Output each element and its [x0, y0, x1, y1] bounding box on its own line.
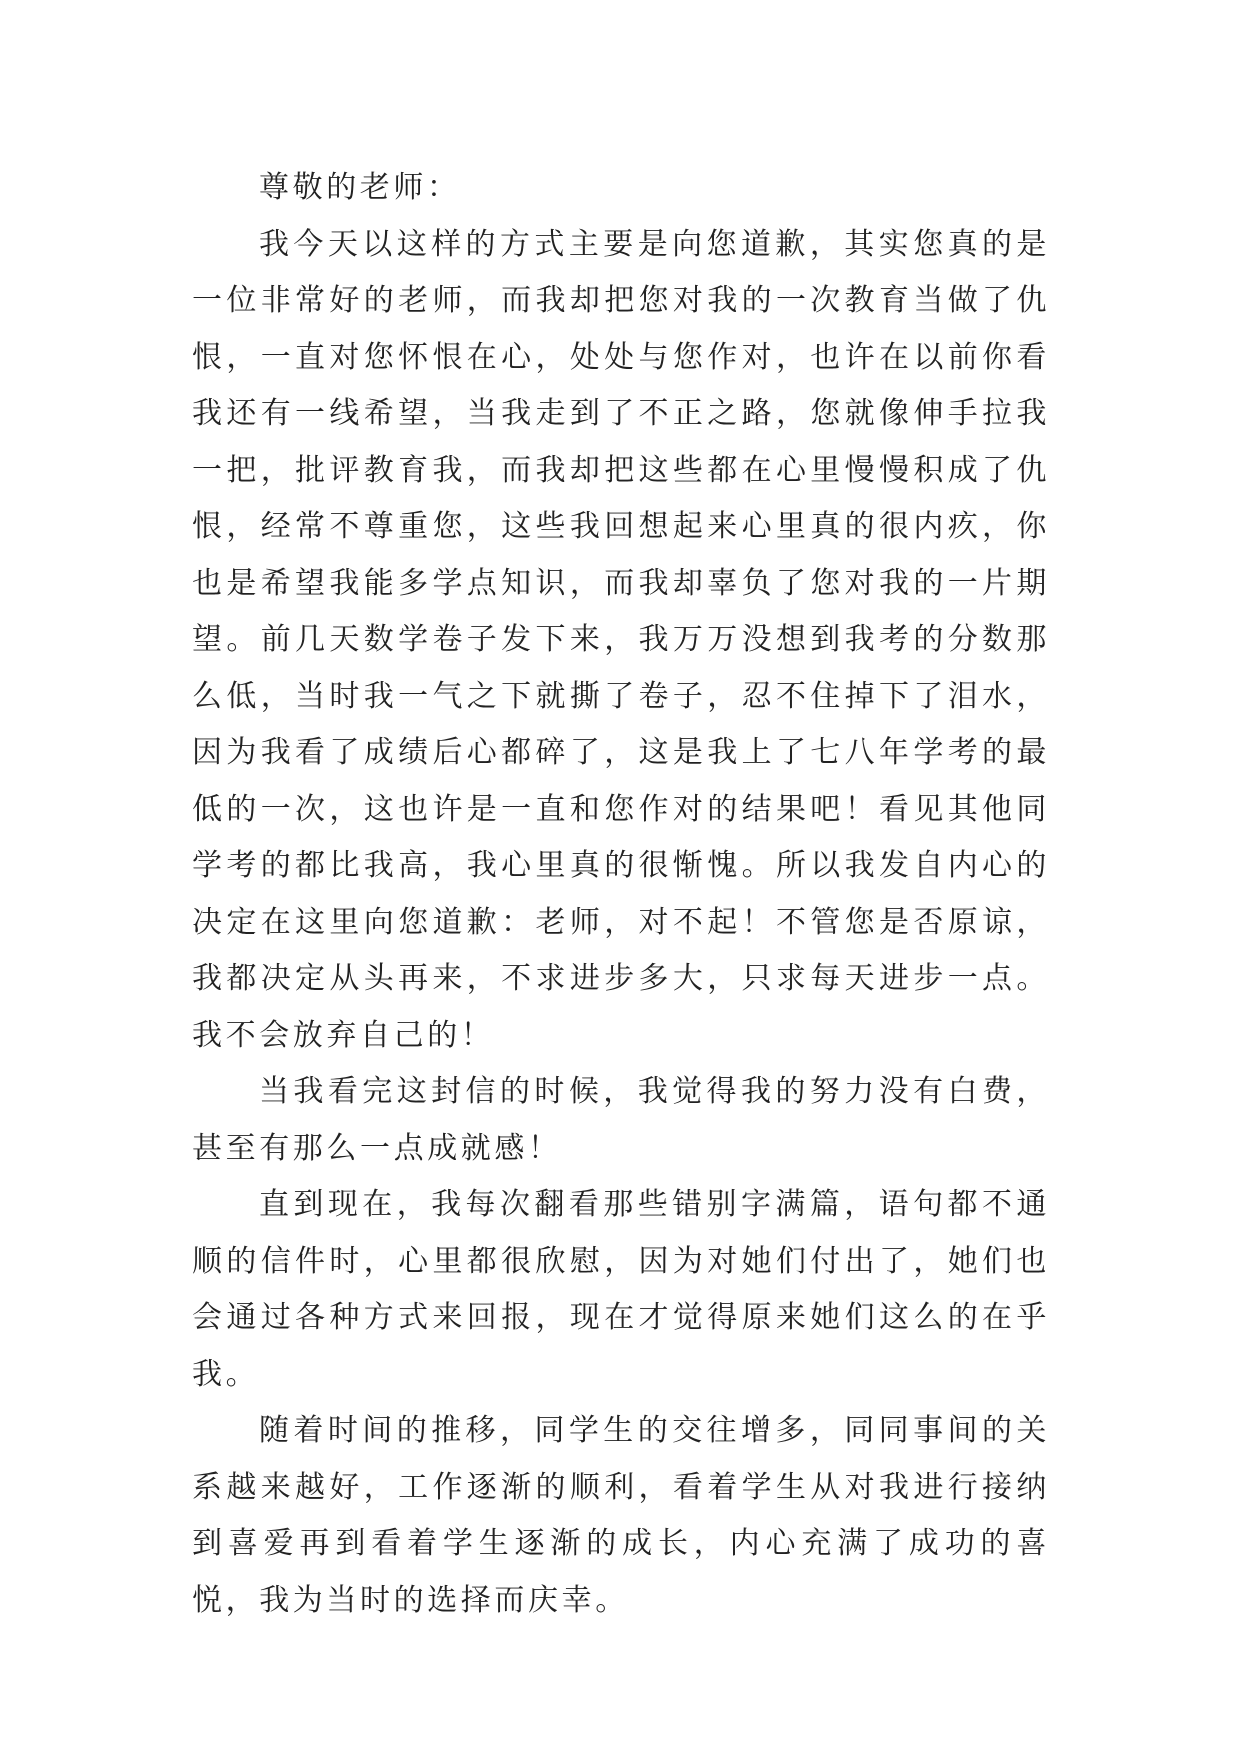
paragraph-conclusion: 随着时间的推移，同学生的交往增多，同同事间的关系越来越好，工作逐渐的顺利，看着学生从对我进行接纳到喜爱再到看着学生逐渐的成长，内心充满了成功的喜悦，我为当时的选择而庆幸。	[192, 1413, 1050, 1618]
body-text	[192, 160, 1050, 1629]
letter-greeting: 尊敬的老师：	[259, 170, 461, 205]
paragraph-reaction: 当我看完这封信的时候，我觉得我的努力没有白费，甚至有那么一点成就感！	[192, 1074, 1050, 1166]
paragraph-apology-letter: 我今天以这样的方式主要是向您道歉，其实您真的是一位非常好的老师，而我却把您对我的一次教育当做了仇恨，一直对您怀恨在心，处处与您作对，也许在以前你看我还有一线希望，当我走到了不正之路，您就像伸手拉我一把，批评教育我，而我却把这些都在心里慢慢积成了仇恨，经常不尊重您，这些我回想起来心里真的很内疚，你也是希望我能多学点知识，而我却辜负了您对我的一片期望。前几天数学卷子发下来，我万万没想到我考的分数那么低，当时我一气之下就撕了卷子，忍不住掉下了泪水，因为我看了成绩后心都碎了，这是我上了七八年学考的最低的一次，这也许是一直和您作对的结果吧！看见其他同学考的都比我高，我心里真的很惭愧。所以我发自内心的决定在这里向您道歉：老师，对不起！不管您是否原谅，我都决定从头再来，不求进步多大，只求每天进步一点。我不会放弃自己的！	[192, 226, 1050, 1053]
paragraph-reflection: 直到现在，我每次翻看那些错别字满篇，语句都不通顺的信件时，心里都很欣慰，因为对她们付出了，她们也会通过各种方式来回报，现在才觉得原来她们这么的在乎我。	[192, 1187, 1050, 1392]
